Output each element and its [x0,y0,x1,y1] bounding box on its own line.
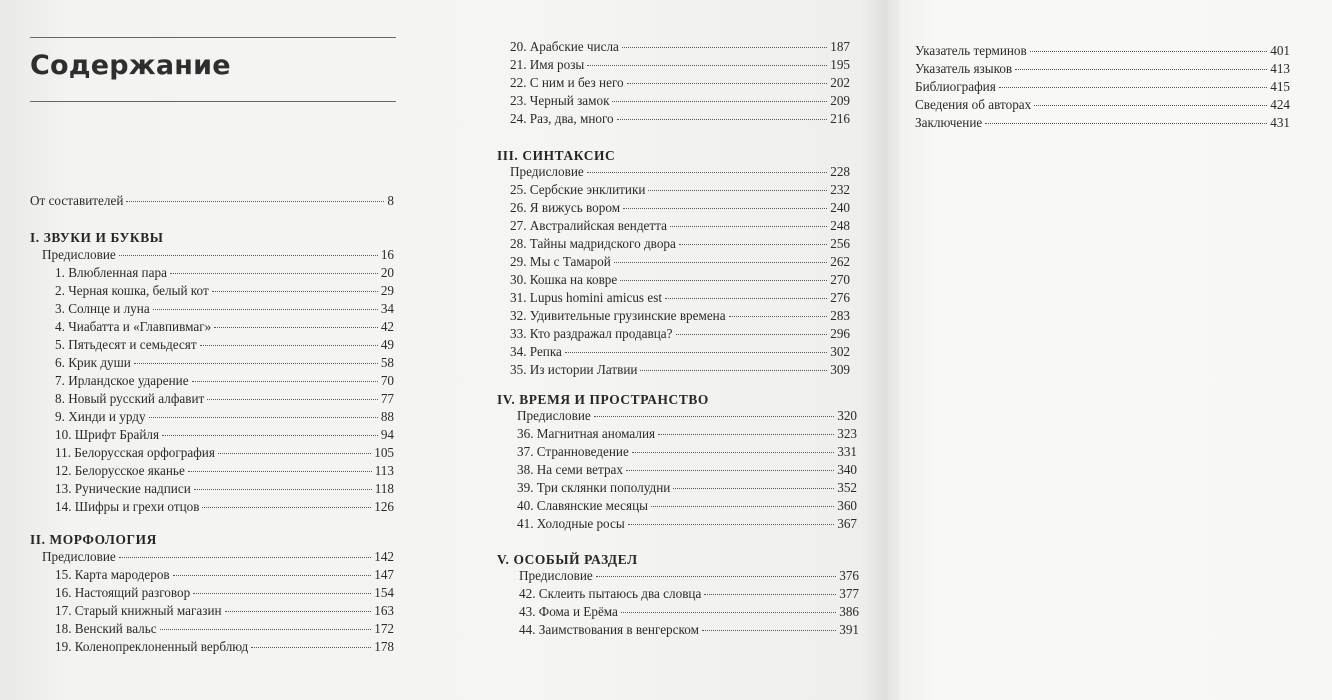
entry-title: 41. Холодные росы [517,516,625,531]
page-number: 340 [837,462,857,477]
page-number: 276 [830,290,850,305]
chapter-entry [510,361,850,379]
section-heading: IV. ВРЕМЯ И ПРОСТРАНСТВО [497,392,709,407]
entry-title: 18. Венский вальс [55,621,157,636]
entry-title: 5. Пятьдесят и семьдесят [55,337,197,352]
entry-title: 40. Славянские месяцы [517,498,649,513]
dot-leader [679,244,827,245]
page-number: 323 [837,426,857,441]
chapter-entry [510,253,850,271]
page-number: 216 [830,111,850,126]
dot-leader [729,316,828,317]
entry-title: Сведения об авторах [915,97,1032,112]
chapter-entry [517,425,857,443]
chapter-entry [55,620,394,638]
chapter-entry [55,584,394,602]
chapter-entry [510,289,850,307]
page-number: 352 [837,480,857,495]
page-number: 240 [830,200,850,215]
entry-title: 33. Кто раздражал продавца? [510,326,673,341]
chapter-entry [55,300,394,318]
dot-leader [119,255,378,256]
chapter-entry [510,56,850,74]
dot-leader [627,83,828,84]
page-number: 8 [387,193,394,208]
page-number: 16 [380,247,394,262]
dot-leader [587,65,827,66]
page-number: 413 [1270,61,1290,76]
entry-title: От составителей [30,193,124,208]
dot-leader [648,190,827,191]
entry-title: 23. Черный замок [510,93,610,108]
entry-title: 31. Lupus homini amicus est [510,290,663,305]
foreword-entry [30,192,394,210]
chapter-entry [510,74,850,92]
back-matter-entry [915,114,1290,132]
dot-leader [702,630,836,631]
entry-title: 42. Склеить пытаюсь два словца [519,586,702,601]
page-number: 270 [830,272,850,287]
chapter-entry [517,479,857,497]
dot-leader [658,434,834,435]
entry-title: 22. С ним и без него [510,75,624,90]
entry-title: 6. Крик души [55,355,131,370]
chapter-entry [55,390,394,408]
dot-leader [628,524,835,525]
page-number: 431 [1270,115,1290,130]
entry-title: 15. Карта мародеров [55,567,170,582]
page-number: 256 [830,236,850,251]
entry-title: 37. Странноведение [517,444,629,459]
entry-title: 32. Удивительные грузинские времена [510,308,726,323]
page-number: 58 [380,355,394,370]
chapter-entry [517,461,857,479]
back-matter-entry [915,42,1290,60]
page-number: 77 [380,391,394,406]
dot-leader [676,334,828,335]
entry-title: Предисловие [510,164,584,179]
section-heading: II. МОРФОЛОГИЯ [30,532,157,547]
entry-title: 36. Магнитная аномалия [517,426,656,441]
page-number: 424 [1270,97,1290,112]
preface-entry [517,407,857,425]
page-number: 296 [830,326,850,341]
page-number: 163 [374,603,394,618]
back-matter-entry [915,78,1290,96]
dot-leader [614,262,827,263]
entry-title: 44. Заимствования в венгерском [519,622,699,637]
page-number: 401 [1270,43,1290,58]
dot-leader [170,273,378,274]
page-number: 126 [374,499,394,514]
dot-leader [173,575,372,576]
chapter-entry [55,444,394,462]
page-number: 113 [374,463,394,478]
dot-leader [985,123,1267,124]
page-number: 262 [830,254,850,269]
entry-title: 10. Шрифт Брайля [55,427,160,442]
dot-leader [670,226,827,227]
chapter-entry [510,343,850,361]
entry-title: 13. Рунические надписи [55,481,191,496]
page-number: 195 [830,57,850,72]
chapter-entry [517,497,857,515]
page-number: 377 [839,586,859,601]
preface-entry [519,567,859,585]
page-number: 228 [830,164,850,179]
chapter-entry [510,92,850,110]
entry-title: 19. Коленопреклоненный верблюд [55,639,249,654]
dot-leader [162,435,378,436]
entry-title: 21. Имя розы [510,57,585,72]
dot-leader [565,352,827,353]
page-number: 415 [1270,79,1290,94]
entry-title: 38. На семи ветрах [517,462,623,477]
dot-leader [207,399,378,400]
dot-leader [194,489,372,490]
page-number: 232 [830,182,850,197]
entry-title: 29. Мы с Тамарой [510,254,611,269]
dot-leader [999,87,1267,88]
entry-title: 4. Чиабатта и «Главпивмаг» [55,319,212,334]
entry-title: 17. Старый книжный магазин [55,603,222,618]
dot-leader [1034,105,1267,106]
entry-title: 43. Фома и Ерёма [519,604,618,619]
preface-entry [510,163,850,181]
top-rule [30,37,396,38]
dot-leader [153,309,378,310]
chapter-entry [510,325,850,343]
dot-leader [594,416,834,417]
entry-title: Указатель языков [915,61,1013,76]
page-number: 49 [380,337,394,352]
entry-title: Библиография [915,79,996,94]
page-number: 331 [837,444,857,459]
chapter-entry [55,426,394,444]
entry-title: 7. Ирландское ударение [55,373,189,388]
dot-leader [587,172,827,173]
page-number: 172 [374,621,394,636]
dot-leader [160,629,372,630]
page-number: 320 [837,408,857,423]
page-number: 209 [830,93,850,108]
page-number: 202 [830,75,850,90]
page-gutter [860,0,900,700]
dot-leader [621,612,836,613]
dot-leader [632,452,834,453]
section-heading: V. ОСОБЫЙ РАЗДЕЛ [497,552,638,567]
chapter-entry [55,336,394,354]
dot-leader [134,363,378,364]
entry-title: 25. Сербские энклитики [510,182,646,197]
chapter-entry [55,354,394,372]
chapter-entry [510,110,850,128]
chapter-entry [519,585,859,603]
chapter-entry [55,498,394,516]
chapter-entry [510,217,850,235]
dot-leader [640,370,827,371]
chapter-entry [510,38,850,56]
dot-leader [612,101,827,102]
dot-leader [225,611,372,612]
entry-title: 11. Белорусская орфография [55,445,215,460]
dot-leader [218,453,371,454]
entry-title: 14. Шифры и грехи отцов [55,499,200,514]
dot-leader [1015,69,1267,70]
chapter-entry [55,638,394,656]
entry-title: 30. Кошка на ковре [510,272,618,287]
entry-title: 35. Из истории Латвии [510,362,638,377]
entry-title: Указатель терминов [915,43,1027,58]
chapter-entry [519,621,859,639]
chapter-entry [510,271,850,289]
dot-leader [596,576,836,577]
page-title: Содержание [30,50,231,81]
page-number: 391 [839,622,859,637]
page-number: 94 [380,427,394,442]
dot-leader [617,119,828,120]
entry-title: 3. Солнце и луна [55,301,150,316]
chapter-entry [55,566,394,584]
back-matter-entry [915,60,1290,78]
chapter-entry [517,515,857,533]
entry-title: Предисловие [42,247,116,262]
preface-entry [42,548,394,566]
page-number: 283 [830,308,850,323]
chapter-entry [55,264,394,282]
back-matter-entry [915,96,1290,114]
dot-leader [623,208,827,209]
entry-title: Предисловие [517,408,591,423]
page-number: 360 [837,498,857,513]
chapter-entry [55,602,394,620]
chapter-entry [519,603,859,621]
page-number: 178 [374,639,394,654]
dot-leader [202,507,371,508]
entry-title: 12. Белорусское яканье [55,463,185,478]
entry-title: 24. Раз, два, много [510,111,614,126]
dot-leader [212,291,378,292]
chapter-entry [55,282,394,300]
page-number: 118 [374,481,394,496]
entry-title: 34. Репка [510,344,562,359]
dot-leader [193,593,371,594]
page-number: 42 [380,319,394,334]
dot-leader [1030,51,1267,52]
chapter-entry [55,372,394,390]
entry-title: Заключение [915,115,983,130]
page-number: 142 [374,549,394,564]
chapter-entry [510,199,850,217]
chapter-entry [55,462,394,480]
entry-title: 16. Настоящий разговор [55,585,191,600]
dot-leader [214,327,378,328]
entry-title: 8. Новый русский алфавит [55,391,205,406]
section-heading: I. ЗВУКИ И БУКВЫ [30,230,164,245]
dot-leader [665,298,827,299]
preface-entry [42,246,394,264]
dot-leader [704,594,836,595]
chapter-entry [510,307,850,325]
page-number: 34 [380,301,394,316]
chapter-entry [510,235,850,253]
page-number: 105 [374,445,394,460]
page-number: 309 [830,362,850,377]
page-number: 187 [830,39,850,54]
page-number: 88 [380,409,394,424]
entry-title: 9. Хинди и урду [55,409,146,424]
entry-title: 1. Влюбленная пара [55,265,167,280]
dot-leader [651,506,834,507]
page-number: 376 [839,568,859,583]
dot-leader [188,471,372,472]
dot-leader [126,201,384,202]
page-number: 302 [830,344,850,359]
dot-leader [200,345,378,346]
page-number: 367 [837,516,857,531]
dot-leader [622,47,827,48]
dot-leader [192,381,378,382]
dot-leader [119,557,371,558]
dot-leader [149,417,378,418]
chapter-entry [55,408,394,426]
chapter-entry [510,181,850,199]
chapter-entry [517,443,857,461]
page-number: 29 [380,283,394,298]
entry-title: 27. Австралийская вендетта [510,218,667,233]
entry-title: 28. Тайны мадридского двора [510,236,676,251]
entry-title: 2. Черная кошка, белый кот [55,283,209,298]
page-number: 20 [380,265,394,280]
entry-title: 20. Арабские числа [510,39,619,54]
entry-title: Предисловие [42,549,116,564]
dot-leader [620,280,827,281]
page-number: 70 [380,373,394,388]
dot-leader [626,470,834,471]
page-number: 147 [374,567,394,582]
entry-title: Предисловие [519,568,593,583]
dot-leader [251,647,371,648]
chapter-entry [55,480,394,498]
title-rule [30,101,396,102]
entry-title: 39. Три склянки пополудни [517,480,671,495]
entry-title: 26. Я вижусь вором [510,200,621,215]
page-number: 386 [839,604,859,619]
page-number: 248 [830,218,850,233]
dot-leader [673,488,834,489]
chapter-entry [55,318,394,336]
page-number: 154 [374,585,394,600]
section-heading: III. СИНТАКСИС [497,148,616,163]
